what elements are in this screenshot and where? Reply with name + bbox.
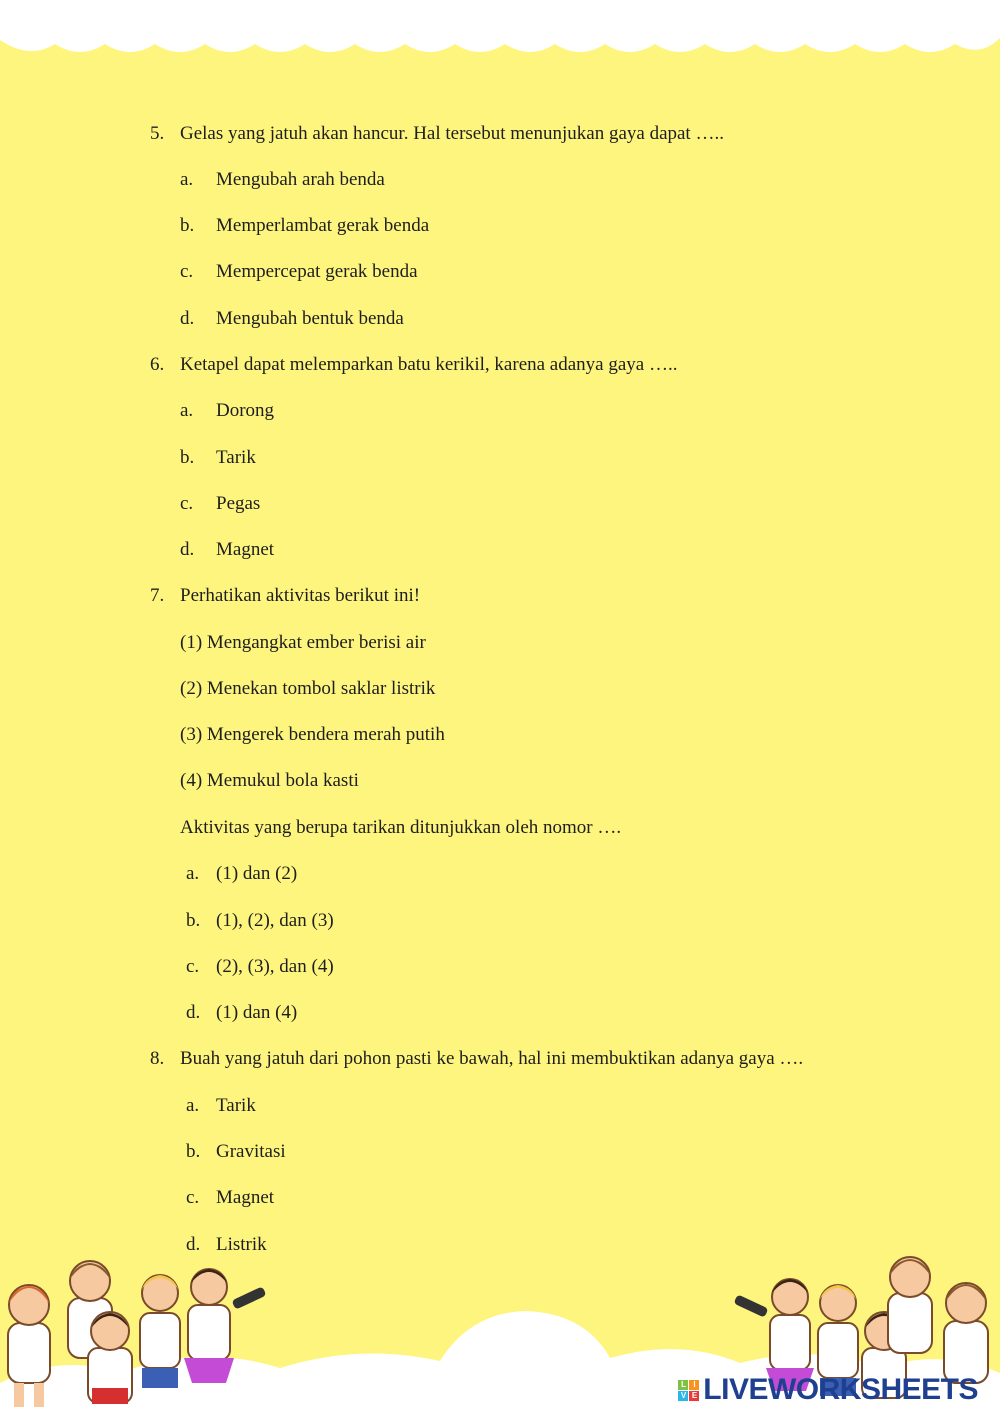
logo-box-letter: V bbox=[678, 1391, 688, 1401]
liveworksheets-logo bbox=[678, 1373, 978, 1407]
q6-option-c-letter: c. bbox=[180, 493, 194, 514]
kid-9 bbox=[888, 1257, 932, 1353]
question-6-text: Ketapel dapat melemparkan batu kerikil, karena adanya gaya ….. bbox=[180, 354, 678, 375]
q5-option-a-text: Mengubah arah benda bbox=[216, 169, 385, 190]
q8-option-d-letter: d. bbox=[186, 1234, 201, 1255]
kid-4 bbox=[140, 1275, 180, 1388]
q7-activity-4: (4) Memukul bola kasti bbox=[180, 770, 359, 791]
question-8-text: Buah yang jatuh dari pohon pasti ke bawah, hal ini membuktikan adanya gaya …. bbox=[180, 1048, 804, 1069]
q8-option-c-letter: c. bbox=[186, 1187, 200, 1208]
q5-option-d-letter: d. bbox=[180, 308, 195, 329]
q5-option-b-letter: b. bbox=[180, 215, 195, 236]
q8-option-a-text: Tarik bbox=[216, 1095, 256, 1116]
q7-option-b-text: (1), (2), dan (3) bbox=[216, 910, 334, 931]
liveworksheets-logo-text: LIVEWORKSHEETS bbox=[703, 1373, 978, 1406]
logo-box-letter: I bbox=[689, 1380, 699, 1390]
top-cloud-border bbox=[0, 0, 1000, 60]
q5-option-a-letter: a. bbox=[180, 169, 194, 190]
logo-box-letter: E bbox=[689, 1391, 699, 1401]
q6-option-b-letter: b. bbox=[180, 447, 195, 468]
logo-box-letter: L bbox=[678, 1380, 688, 1390]
kids-illustration-left bbox=[0, 1253, 270, 1413]
question-6-number: 6. bbox=[150, 354, 165, 375]
liveworksheets-logo-icon bbox=[678, 1380, 699, 1401]
q7-option-d-text: (1) dan (4) bbox=[216, 1002, 298, 1023]
kid-10 bbox=[944, 1283, 988, 1383]
q7-option-c-letter: c. bbox=[186, 956, 200, 977]
q7-option-c-text: (2), (3), dan (4) bbox=[216, 956, 334, 977]
kid-3 bbox=[88, 1312, 132, 1404]
q8-option-b-letter: b. bbox=[186, 1141, 201, 1162]
q7-prompt: Aktivitas yang berupa tarikan ditunjukkan oleh nomor …. bbox=[180, 817, 622, 838]
question-7-number: 7. bbox=[150, 585, 165, 606]
q6-option-b-text: Tarik bbox=[216, 447, 256, 468]
q7-option-b-letter: b. bbox=[186, 910, 201, 931]
q8-option-b-text: Gravitasi bbox=[216, 1141, 286, 1162]
q7-activity-1: (1) Mengangkat ember berisi air bbox=[180, 632, 426, 653]
q7-activity-2: (2) Menekan tombol saklar listrik bbox=[180, 678, 436, 699]
kid-1 bbox=[8, 1285, 50, 1407]
q5-option-c-text: Mempercepat gerak benda bbox=[216, 261, 418, 282]
q7-option-a-text: (1) dan (2) bbox=[216, 863, 298, 884]
q5-option-b-text: Memperlambat gerak benda bbox=[216, 215, 430, 236]
q8-option-d-text: Listrik bbox=[216, 1234, 267, 1255]
q7-activity-3: (3) Mengerek bendera merah putih bbox=[180, 724, 445, 745]
question-5-text: Gelas yang jatuh akan hancur. Hal tersebut menunjukan gaya dapat ….. bbox=[180, 123, 724, 144]
q7-option-a-letter: a. bbox=[186, 863, 200, 884]
q7-option-d-letter: d. bbox=[186, 1002, 201, 1023]
q6-option-d-letter: d. bbox=[180, 539, 195, 560]
q6-option-a-text: Dorong bbox=[216, 400, 275, 421]
q8-option-a-letter: a. bbox=[186, 1095, 200, 1116]
question-5-number: 5. bbox=[150, 123, 165, 144]
question-8-number: 8. bbox=[150, 1048, 165, 1069]
q5-option-d-text: Mengubah bentuk benda bbox=[216, 308, 404, 329]
question-7-text: Perhatikan aktivitas berikut ini! bbox=[180, 585, 421, 606]
q5-option-c-letter: c. bbox=[180, 261, 194, 282]
q6-option-a-letter: a. bbox=[180, 400, 194, 421]
q6-option-c-text: Pegas bbox=[216, 493, 261, 514]
q8-option-c-text: Magnet bbox=[216, 1187, 275, 1208]
kid-5 bbox=[184, 1269, 267, 1383]
q6-option-d-text: Magnet bbox=[216, 539, 275, 560]
